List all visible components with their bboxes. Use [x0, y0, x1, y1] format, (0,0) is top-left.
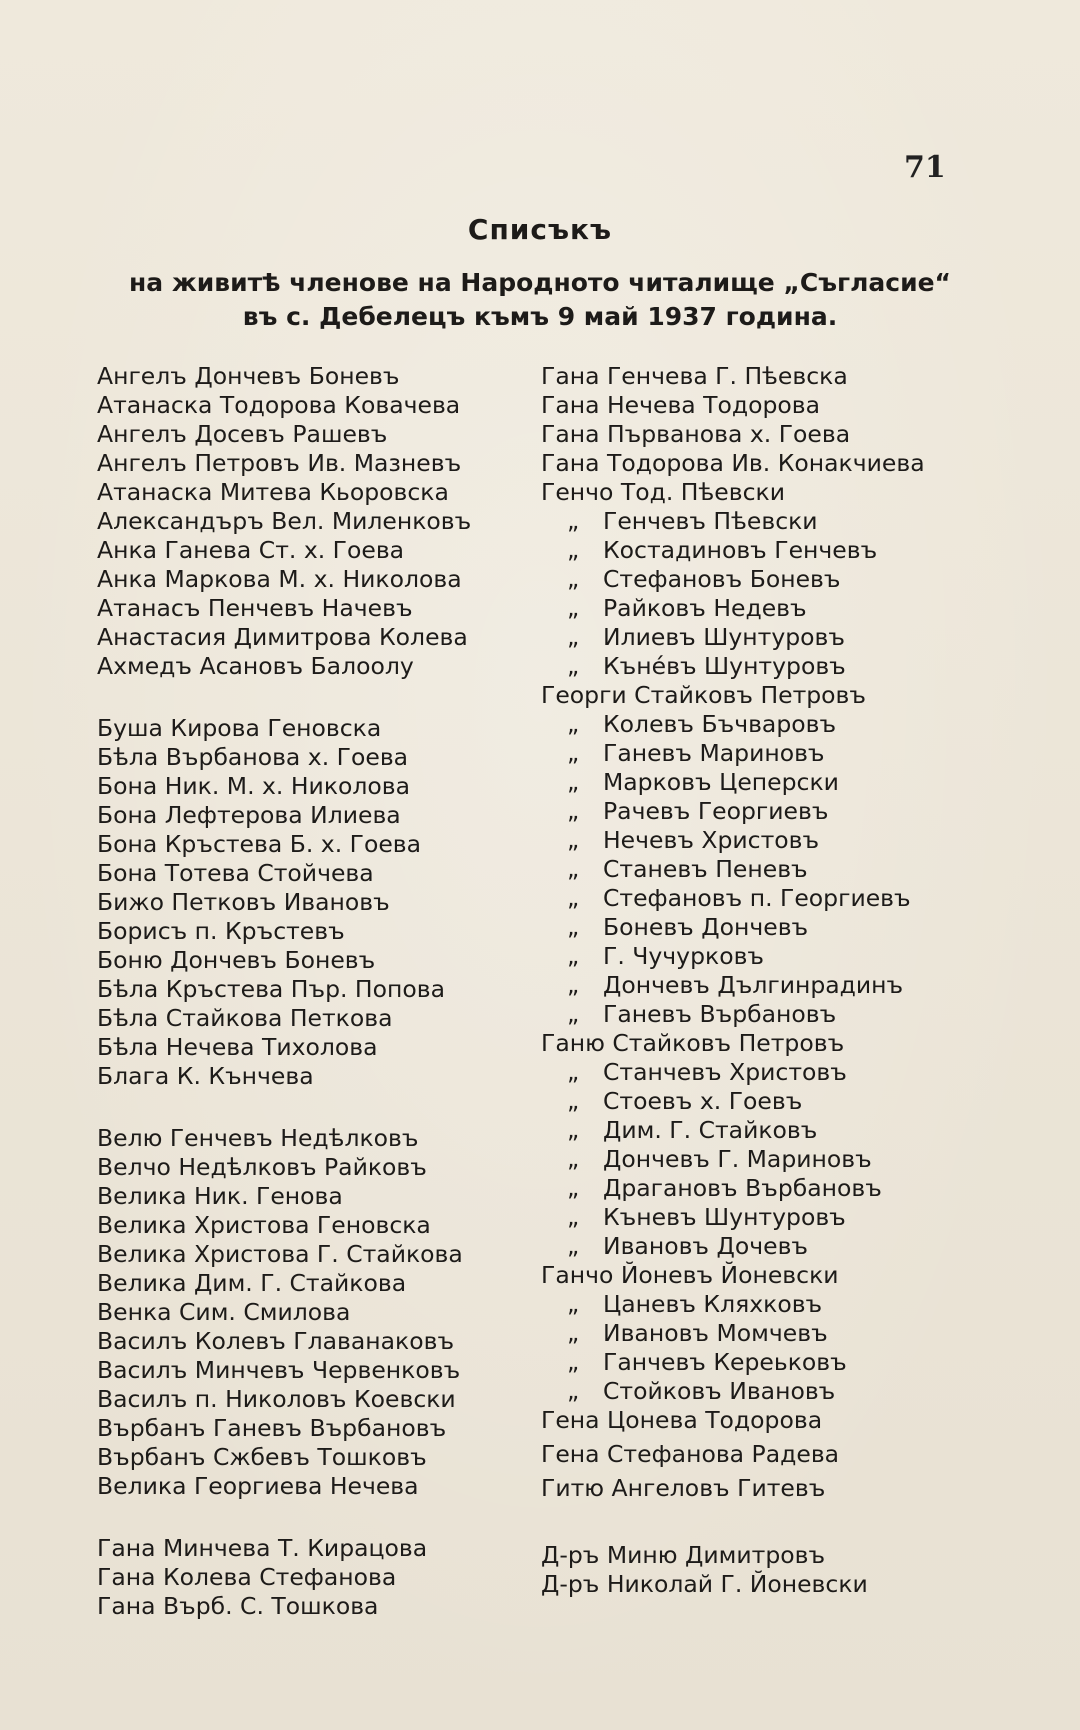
member-name: Бѣла Нечева Тихолова: [97, 1033, 378, 1061]
member-name: Ганевъ Мариновъ: [603, 739, 825, 767]
member-entry: [97, 1153, 471, 1182]
member-entry: [541, 449, 925, 478]
member-entry: [541, 942, 925, 971]
ditto-mark: „: [567, 942, 580, 970]
member-name: Василъ п. Николовъ Коевски: [97, 1385, 456, 1413]
ditto-mark: „: [567, 1087, 580, 1115]
list-subtitle-line-1: на живитѣ членове на Народното читалище „Съгласие“: [129, 268, 951, 297]
ditto-mark: „: [567, 739, 580, 767]
member-name: Рачевъ Георгиевъ: [603, 797, 829, 825]
member-entry: [97, 565, 471, 594]
ditto-mark: „: [567, 1116, 580, 1144]
member-name: Бона Тотева Стойчева: [97, 859, 374, 887]
member-entry: [541, 1319, 925, 1348]
ditto-mark: „: [567, 507, 580, 535]
member-entry: [541, 1232, 925, 1261]
member-entry: [97, 1472, 471, 1501]
member-entry: [541, 1348, 925, 1377]
member-name: Бижо Петковъ Ивановъ: [97, 888, 390, 916]
member-entry: [97, 743, 471, 772]
member-entry: [97, 1269, 471, 1298]
member-entry: [97, 1592, 471, 1621]
member-entry: [97, 449, 471, 478]
member-name: Атанасъ Пенчевъ Начевъ: [97, 594, 413, 622]
ditto-mark: „: [567, 1145, 580, 1173]
member-name: Бѣла Върбанова х. Гоева: [97, 743, 409, 771]
member-name: Атанаска Митева Кьоровска: [97, 478, 449, 506]
member-entry: [541, 1474, 925, 1508]
member-name: Бѣла Кръстева Пър. Попова: [97, 975, 445, 1003]
member-entry: [541, 1440, 925, 1474]
member-entry: [541, 1541, 925, 1570]
member-name: Върбанъ Ганевъ Върбановъ: [97, 1414, 447, 1442]
member-entry: [97, 1356, 471, 1385]
member-entry: [541, 362, 925, 391]
ditto-mark: „: [567, 710, 580, 738]
member-entry: [541, 1029, 925, 1058]
member-entry: [541, 1116, 925, 1145]
member-name: Велика Христова Геновска: [97, 1211, 431, 1239]
member-name: Венка Сим. Смилова: [97, 1298, 351, 1326]
member-entry: [541, 594, 925, 623]
member-entry: [541, 1570, 925, 1599]
member-name: Бона Кръстева Б. х. Гоева: [97, 830, 422, 858]
member-name: Бона Ник. М. х. Николова: [97, 772, 411, 800]
member-entry: [541, 681, 925, 710]
member-entry: [97, 507, 471, 536]
member-name: Ахмедъ Асановъ Балоолу: [97, 652, 414, 680]
ditto-mark: „: [567, 1290, 580, 1318]
member-name: Генчевъ Пѣевски: [603, 507, 818, 535]
member-name: Д-ръ Николай Г. Йоневски: [541, 1570, 868, 1598]
member-entry: [97, 859, 471, 888]
member-entry: [97, 1534, 471, 1563]
member-entry: [97, 1004, 471, 1033]
member-entry: [541, 1087, 925, 1116]
member-name: Гана Колева Стефанова: [97, 1563, 397, 1591]
member-entry: [541, 565, 925, 594]
member-name: Дончевъ Г. Мариновъ: [603, 1145, 872, 1173]
members-left-column: [97, 362, 471, 1621]
member-entry: [541, 478, 925, 507]
member-entry: [541, 884, 925, 913]
member-entry: [97, 946, 471, 975]
page-number: 71: [904, 150, 946, 185]
member-name: Ганчо Йоневъ Йоневски: [541, 1261, 839, 1289]
member-name: Генчо Тод. Пѣевски: [541, 478, 785, 506]
member-entry: [97, 623, 471, 652]
member-name: Блага К. Кънчева: [97, 1062, 314, 1090]
member-name: Гана Тодорова Ив. Конакчиева: [541, 449, 925, 477]
member-name: Буша Кирова Геновска: [97, 714, 382, 742]
member-entry: [541, 391, 925, 420]
member-name: Бона Лефтерова Илиева: [97, 801, 401, 829]
member-name: Станевъ Пеневъ: [603, 855, 808, 883]
member-name: Ганчевъ Кереьковъ: [603, 1348, 847, 1376]
member-entry: [97, 652, 471, 681]
member-name: Къневъ Шунтуровъ: [603, 1203, 846, 1231]
ditto-mark: „: [567, 1377, 580, 1405]
member-name: Ивановъ Дочевъ: [603, 1232, 809, 1260]
member-name: Райковъ Недевъ: [603, 594, 807, 622]
member-entry: [97, 1240, 471, 1269]
ditto-mark: „: [567, 536, 580, 564]
member-entry: [541, 536, 925, 565]
member-name: Гитю Ангеловъ Гитевъ: [541, 1474, 826, 1502]
member-name: Върбанъ Сжбевъ Тошковъ: [97, 1443, 427, 1471]
member-entry: [541, 913, 925, 942]
ditto-mark: „: [567, 1232, 580, 1260]
member-entry: [541, 1261, 925, 1290]
members-right-column: [541, 362, 925, 1599]
member-entry: [541, 971, 925, 1000]
member-name: Гана Върб. С. Тошкова: [97, 1592, 379, 1620]
member-entry: [541, 797, 925, 826]
member-name: Гана Генчева Г. Пѣевска: [541, 362, 848, 390]
member-entry: [97, 1563, 471, 1592]
member-name: Велчо Недѣлковъ Райковъ: [97, 1153, 427, 1181]
member-name: Гана Нечева Тодорова: [541, 391, 821, 419]
member-entry: [97, 391, 471, 420]
member-entry: [97, 1182, 471, 1211]
member-name: Велика Георгиева Нечева: [97, 1472, 419, 1500]
ditto-mark: „: [567, 565, 580, 593]
member-entry: [97, 975, 471, 1004]
member-entry: [97, 536, 471, 565]
member-entry: [541, 1174, 925, 1203]
ditto-mark: „: [567, 1203, 580, 1231]
member-name: Ангелъ Дончевъ Боневъ: [97, 362, 400, 390]
member-entry: [97, 1298, 471, 1327]
member-entry: [97, 772, 471, 801]
member-name: Бѣла Стайкова Петкова: [97, 1004, 393, 1032]
member-name: Стоевъ х. Гоевъ: [603, 1087, 803, 1115]
member-entry: [97, 1033, 471, 1062]
member-name: Василъ Минчевъ Червенковъ: [97, 1356, 461, 1384]
member-entry: [97, 1385, 471, 1414]
member-entry: [541, 1203, 925, 1232]
member-entry: [97, 594, 471, 623]
member-entry: [97, 420, 471, 449]
member-entry: [97, 888, 471, 917]
ditto-mark: „: [567, 594, 580, 622]
member-name: Стефановъ п. Георгиевъ: [603, 884, 911, 912]
member-entry: [541, 507, 925, 536]
member-entry: [97, 1062, 471, 1091]
member-name: Г. Чучурковъ: [603, 942, 765, 970]
ditto-mark: „: [567, 1174, 580, 1202]
member-entry: [97, 1124, 471, 1153]
member-entry: [541, 826, 925, 855]
member-name: Велика Христова Г. Стайкова: [97, 1240, 463, 1268]
member-name: Гена Стефанова Радева: [541, 1440, 840, 1468]
member-name: Д-ръ Миню Димитровъ: [541, 1541, 826, 1569]
member-name: Ганевъ Върбановъ: [603, 1000, 837, 1028]
member-entry: [97, 362, 471, 391]
ditto-mark: „: [567, 768, 580, 796]
member-entry: [97, 1414, 471, 1443]
member-name: Василъ Колевъ Главанаковъ: [97, 1327, 455, 1355]
member-entry: [541, 1000, 925, 1029]
ditto-mark: „: [567, 623, 580, 651]
member-name: Ангелъ Петровъ Ив. Мазневъ: [97, 449, 462, 477]
member-name: Кънéвъ Шунтуровъ: [603, 652, 846, 680]
member-entry: [97, 478, 471, 507]
ditto-mark: „: [567, 971, 580, 999]
ditto-mark: „: [567, 855, 580, 883]
member-entry: [541, 1290, 925, 1319]
member-entry: [541, 420, 925, 449]
member-entry: [97, 1443, 471, 1472]
member-entry: [541, 1377, 925, 1406]
member-name: Александъръ Вел. Миленковъ: [97, 507, 472, 535]
ditto-mark: „: [567, 1319, 580, 1347]
member-entry: [97, 801, 471, 830]
member-entry: [97, 917, 471, 946]
ditto-mark: „: [567, 1348, 580, 1376]
member-name: Атанаска Тодорова Ковачева: [97, 391, 461, 419]
member-name: Стойковъ Ивановъ: [603, 1377, 836, 1405]
member-entry: [541, 768, 925, 797]
ditto-mark: „: [567, 884, 580, 912]
ditto-mark: „: [567, 826, 580, 854]
member-entry: [97, 714, 471, 743]
member-name: Гана Първанова х. Гоева: [541, 420, 851, 448]
member-entry: [541, 1145, 925, 1174]
member-name: Велю Генчевъ Недѣлковъ: [97, 1124, 419, 1152]
ditto-mark: „: [567, 913, 580, 941]
member-entry: [541, 739, 925, 768]
member-entry: [541, 855, 925, 884]
member-name: Костадиновъ Генчевъ: [603, 536, 878, 564]
list-title: Списъкъ: [467, 213, 613, 246]
member-name: Велика Ник. Генова: [97, 1182, 343, 1210]
member-entry: [97, 1211, 471, 1240]
ditto-mark: „: [567, 797, 580, 825]
member-name: Гена Цонева Тодорова: [541, 1406, 823, 1434]
member-name: Стефановъ Боневъ: [603, 565, 841, 593]
member-entry: [541, 1406, 925, 1440]
member-name: Георги Стайковъ Петровъ: [541, 681, 867, 709]
member-name: Драгановъ Върбановъ: [603, 1174, 882, 1202]
list-subtitle-line-2: въ с. Дебелецъ къмъ 9 май 1937 година.: [242, 302, 838, 331]
member-entry: [97, 830, 471, 859]
member-name: Цаневъ Кляхковъ: [603, 1290, 823, 1318]
member-name: Боневъ Дончевъ: [603, 913, 809, 941]
member-name: Колевъ Бъчваровъ: [603, 710, 837, 738]
ditto-mark: „: [567, 652, 580, 680]
member-name: Ангелъ Досевъ Рашевъ: [97, 420, 388, 448]
member-entry: [97, 1327, 471, 1356]
ditto-mark: „: [567, 1000, 580, 1028]
member-name: Гана Минчева Т. Кирацова: [97, 1534, 428, 1562]
member-entry: [541, 1058, 925, 1087]
member-name: Анастасия Димитрова Колева: [97, 623, 468, 651]
member-name: Анка Ганева Ст. х. Гоева: [97, 536, 405, 564]
member-name: Ивановъ Момчевъ: [603, 1319, 828, 1347]
member-name: Анка Маркова М. х. Николова: [97, 565, 462, 593]
member-name: Дим. Г. Стайковъ: [603, 1116, 818, 1144]
member-name: Борисъ п. Кръстевъ: [97, 917, 345, 945]
member-name: Марковъ Цеперски: [603, 768, 839, 796]
member-name: Станчевъ Христовъ: [603, 1058, 847, 1086]
member-name: Боню Дончевъ Боневъ: [97, 946, 376, 974]
member-name: Илиевъ Шунтуровъ: [603, 623, 845, 651]
member-name: Нечевъ Христовъ: [603, 826, 820, 854]
member-entry: [541, 710, 925, 739]
member-name: Ганю Стайковъ Петровъ: [541, 1029, 845, 1057]
member-name: Дончевъ Дългинрадинъ: [603, 971, 904, 999]
member-entry: [541, 652, 925, 681]
member-name: Велика Дим. Г. Стайкова: [97, 1269, 407, 1297]
ditto-mark: „: [567, 1058, 580, 1086]
member-entry: [541, 623, 925, 652]
